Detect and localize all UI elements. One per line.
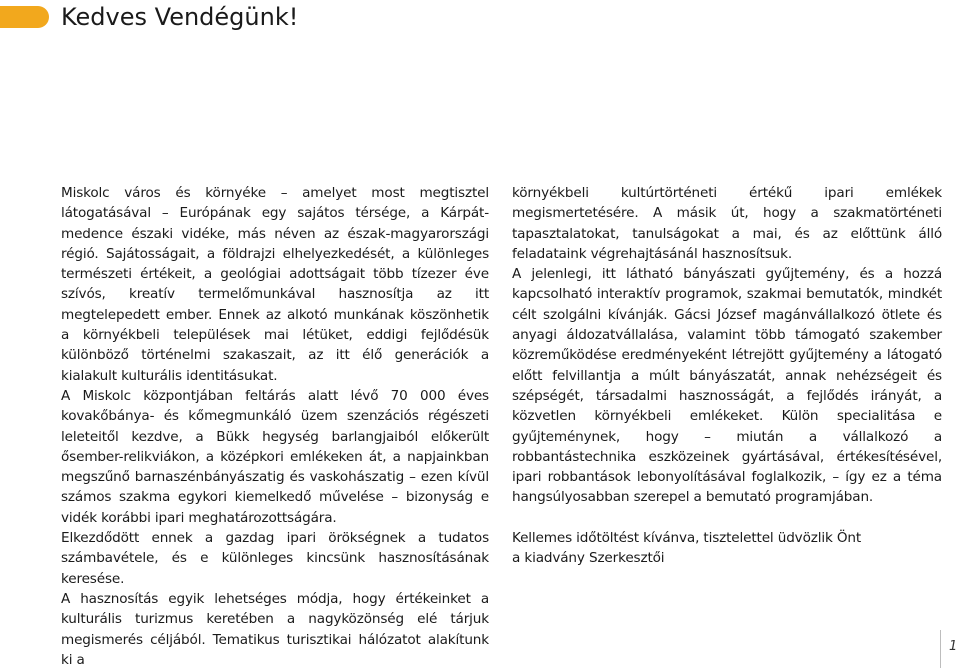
left-text-column — [61, 183, 489, 670]
inventory-paragraph: Elkezdődött ennek a gazdag ipari örökségnek a tudatos számbavétele, és e különleges kincsünk hasznosításának keresése. — [61, 530, 489, 587]
heritage-paragraph: A Miskolc központjában feltárás alatt lévő 70 000 éves kovakőbánya- és kőmegmunkáló üzem szenzációs régészeti leleteitől kezdve, a Bükk hegység barlangjaiból előkerült ősember-relikviákon, a középkori emlékeken át, a napjainkban megszűnő barnaszénbányászatig és vaskohászatig – ezen kívül számos szakma egykori kiemelkedő művelése – bizonyság e vidék korábbi ipari meghatározottságára. — [61, 387, 489, 526]
intro-paragraph: Miskolc város és környéke – amelyet most megtisztel látogatásával – Európának egy sajátos térsége, a Kárpát-medence északi vidéke, más néven az észak-magyarországi régió. Sajátosságait, a földrajzi elhelyezkedését, a különleges természeti értékeit, a geológiai adottságait több tízezer éve szívós, kreatív termelőmunkával hasznosítja az itt megtelepedett ember. Ennek az alkotó munkának köszönhetik a környékbeli települések mai létüket, eddigi fejlődésük különböző történelmi szakaszait, az itt élő generációk a kialakult kulturális identitásukat. — [61, 185, 489, 384]
right-text-column — [512, 183, 942, 568]
title-accent-bar — [0, 6, 49, 28]
collection-paragraph: A jelenlegi, itt látható bányászati gyűjtemény, és a hozzá kapcsolható interaktív programok, szakmai bemutatók, mindkét célt szolgálni kívánják. Gácsi József magánvállalkozó ötlete és anyagi áldozatvállalása, valamint több támogató szakember közreműködése eredményeként létrejött gyűjtemény a látogató előtt felvillantja a múlt bányászatát, annak nehézségeit és szépségét, társadalmi hasznosságát, a fejlődés irányát, a közvetlen környékbeli emlékeket. Külön specialitása e gyűjteménynek, hogy – miután a vállalkozó a robbantástechnika eszközeinek gyártásával, értékesítésével, ipari robbantások lebonyolításával foglalkozik, – így ez a téma hangsúlyosabban szerepel a bemutató programjában. — [512, 266, 942, 506]
tourism-paragraph: A hasznosítás egyik lehetséges módja, hogy értékeinket a kulturális turizmus keretében a nagyközönség elé tárjuk megismerés céljából. Tematikus turisztikai hálózatot alakítunk ki a — [61, 590, 489, 668]
closing-line-1: Kellemes időtöltést kívánva, tisztelettel üdvözlik Önt — [512, 529, 862, 546]
page-number-divider — [940, 630, 941, 668]
closing-line-2: a kiadvány Szerkesztői — [512, 550, 665, 567]
closing-greeting — [512, 528, 942, 569]
page-title: Kedves Vendégünk! — [61, 3, 299, 31]
page-number: 1 — [949, 639, 958, 654]
continuation-paragraph: környékbeli kultúrtörténeti értékű ipari emlékek megismertetésére. A másik út, hogy a szakmatörténeti tapasztalatokat, tanulságokat a mai, és az előttünk álló feladataink végrehajtásánál hasznosítsuk. — [512, 185, 942, 262]
